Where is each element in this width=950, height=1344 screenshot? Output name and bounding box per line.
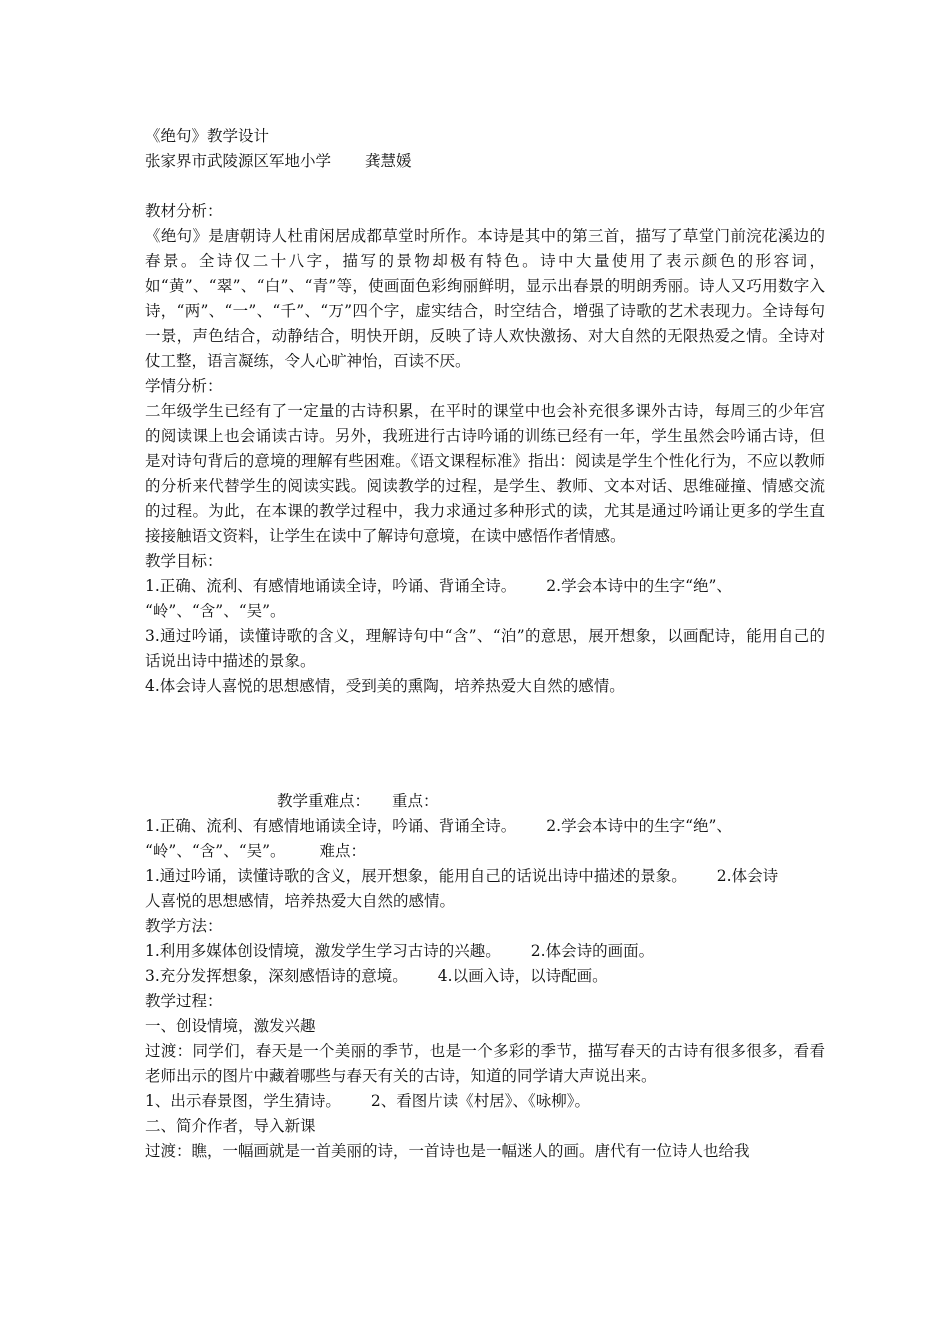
step-2-title: 二、简介作者，导入新课 xyxy=(145,1117,316,1135)
objective-2b: “岭”、“含”、“吴”。 xyxy=(145,602,286,620)
student-analysis-heading: 学情分析： xyxy=(145,377,223,395)
focus-2b: “岭”、“含”、“吴”。 xyxy=(145,842,286,860)
objective-4: 4.体会诗人喜悦的思想感情，受到美的熏陶，培养热爱大自然的感情。 xyxy=(145,677,625,695)
difficulty-1: 1.通过吟诵，读懂诗歌的含义，展开想象，能用自己的话说出诗中描述的景象。 xyxy=(145,867,687,885)
difficulty-label: 难点： xyxy=(319,842,367,860)
byline xyxy=(145,149,825,174)
method-2: 2.体会诗的画面。 xyxy=(530,942,655,960)
step-1-item-a: 1、出示春景图，学生猜诗。 xyxy=(145,1092,341,1110)
key-points-heading-row xyxy=(145,789,825,814)
methods-row-1 xyxy=(145,939,825,964)
textbook-analysis-body: 《绝句》是唐朝诗人杜甫闲居成都草堂时所作。本诗是其中的第三首，描写了草堂门前浣花溪边的春景。全诗仅二十八字，描写的景物却极有特色。诗中大量使用了表示颜色的形容词，如“黄”、“翠”、“白”、“青”等，使画面色彩绚丽鲜明，显示出春景的明朗秀丽。诗人又巧用数字入诗，“两”、“一”、“千”、“万”四个字，虚实结合，时空结合，增强了诗歌的艺术表现力。全诗每句一景，声色结合，动静结合，明快开朗，反映了诗人欢快激扬、对大自然的无限热爱之情。全诗对仗工整，语言凝练，令人心旷神怡，百读不厌。 xyxy=(145,227,825,370)
difficulty-2b: 人喜悦的思想感情，培养热爱大自然的感情。 xyxy=(145,892,456,910)
objective-3: 3.通过吟诵，读懂诗歌的含义，理解诗句中“含”、“泊”的意思，展开想象，以画配诗，能用自己的话说出诗中描述的景象。 xyxy=(145,627,825,670)
student-analysis-body: 二年级学生已经有了一定量的古诗积累，在平时的课堂中也会补充很多课外古诗，每周三的少年宫的阅读课上也会诵读古诗。另外，我班进行古诗吟诵的训练已经有一年，学生虽然会吟诵古诗，但是对诗句背后的意境的理解有些困难。《语文课程标准》指出：阅读是学生个性化行为，不应以教师的分析来代替学生的阅读实践。阅读教学的过程，是学生、教师、文本对话、思维碰撞、情感交流的过程。为此，在本课的教学过程中，我力求通过多种形式的读，尤其是通过吟诵让更多的学生直接接触语文资料，让学生在读中了解诗句意境，在读中感悟作者情感。 xyxy=(145,402,825,545)
step-1-body: 过渡：同学们，春天是一个美丽的季节，也是一个多彩的季节，描写春天的古诗有很多很多，看看老师出示的图片中藏着哪些与春天有关的古诗，知道的同学请大声说出来。 xyxy=(145,1042,825,1085)
objectives-heading: 教学目标： xyxy=(145,552,223,570)
focus-row-2 xyxy=(145,839,825,864)
methods-heading: 教学方法： xyxy=(145,917,223,935)
step-1-items xyxy=(145,1089,825,1114)
objective-row-1 xyxy=(145,574,825,599)
textbook-analysis-heading: 教材分析： xyxy=(145,202,223,220)
method-1: 1.利用多媒体创设情境，激发学生学习古诗的兴趣。 xyxy=(145,942,501,960)
objective-1: 1.正确、流利、有感情地诵读全诗，吟诵、背诵全诗。 xyxy=(145,577,517,595)
method-4: 4.以画入诗，以诗配画。 xyxy=(437,967,608,985)
process-heading: 教学过程： xyxy=(145,992,223,1010)
school-name: 张家界市武陵源区军地小学 xyxy=(145,152,332,170)
focus-row-1 xyxy=(145,814,825,839)
difficulty-2a: 2.体会诗 xyxy=(716,867,779,885)
document-title: 《绝句》教学设计 xyxy=(145,127,270,145)
document-page xyxy=(145,124,825,1164)
author-name: 龚慧媛 xyxy=(365,152,412,170)
key-points-heading: 教学重难点： xyxy=(277,792,371,810)
step-1-item-b: 2、看图片读《村居》、《咏柳》。 xyxy=(370,1092,590,1110)
method-3: 3.充分发挥想象，深刻感悟诗的意境。 xyxy=(145,967,408,985)
focus-1: 1.正确、流利、有感情地诵读全诗，吟诵、背诵全诗。 xyxy=(145,817,517,835)
focus-label: 重点： xyxy=(392,792,439,810)
focus-2a: 2.学会本诗中的生字“绝”、 xyxy=(546,817,732,835)
objective-2a: 2.学会本诗中的生字“绝”、 xyxy=(546,577,732,595)
methods-row-2 xyxy=(145,964,825,989)
step-1-title: 一、创设情境，激发兴趣 xyxy=(145,1017,316,1035)
step-2-body: 过渡：瞧，一幅画就是一首美丽的诗，一首诗也是一幅迷人的画。唐代有一位诗人也给我 xyxy=(145,1142,750,1160)
difficulty-row-1 xyxy=(145,864,825,889)
